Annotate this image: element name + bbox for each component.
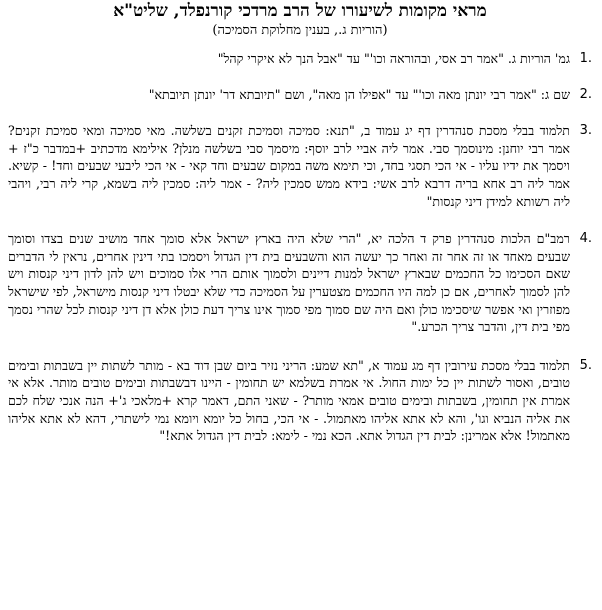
source-text: גמ' הוריות ג. "אמר רב אסי, ובהוראה וכו'" עד "אבל הנך לא איקרי קהל" xyxy=(217,51,570,66)
source-text: רמב"ם הלכות סנהדרין פרק ד הלכה יא, "הרי שלא היה בארץ ישראל אלא סומך אחד מושיב שנים בצדו וסומך שבעים מאחד או זה אחר זה ואחר כך יעשה הוא והשבעים בית דין הגדול ויסמכו בתי דינין אחרים, נראין לי הדברים שאם הסכימו כל החכמים שבארץ ישראל למנות דיינים ולסמוך אותם הרי אלו סמוכים ויש להן לדון דיני קנסות ויש להן לסמוך לאחרים, אם כן למה היו החכמים מצטערין על הסמיכה כדי שלא יבטלו דיני קנסות מישראל, לפי שישראל מפוזרין ואי אפשר שיסכימו כולן ואם היה שם סמוך מפי סמוך אינו צריך דעת כולן אלא דן דיני קנסות לכל שהרי נסמך מפי בית דין, והדבר צריך הכרע." xyxy=(8,231,570,335)
sources-list xyxy=(8,50,592,445)
page-subtitle: (הוריות ג., בענין מחלוקת הסמיכה) xyxy=(212,23,388,38)
source-item-2 xyxy=(8,86,592,104)
source-number: 4. xyxy=(579,231,592,247)
source-text: תלמוד בבלי מסכת סנהדרין דף יג עמוד ב, "תנא: סמיכה וסמיכת זקנים בשלשה. מאי סמיכה ומאי סמיכת זקנים? אמר רבי יוחנן: מינוסמך סבי. אמר ליה אביי לרב יוסף: מיסמך סבי בשלשה מנלן? אילימא מדכתיב +במדבר כ"ז + ויסמך את ידיו עליו - אי הכי תסגי בחד, וכי תימא משה במקום שבעים וחד קאי - אי הכי ליבעי שבעים וחד! - קשיא. אמר ליה רב אחא בריה דרבא לרב אשי: בידא ממש סמכין ליה? - אמר ליה: סמכין ליה בשמא, קרי ליה רבי, ויהבי ליה רשותא למידן דיני קנסות" xyxy=(8,123,570,209)
source-number: 1. xyxy=(579,51,592,66)
source-number: 2. xyxy=(579,86,592,102)
source-item-1 xyxy=(8,50,592,68)
source-number: 5. xyxy=(579,357,592,373)
source-item-3 xyxy=(8,122,592,210)
source-text: תלמוד בבלי מסכת עירובין דף מג עמוד א, "תא שמע: הריני נזיר ביום שבן דוד בא - מותר לשתות יין בשבתות ובימים טובים, ואסור לשתות יין כל ימות החול. אי אמרת בשלמא יש תחומין - היינו דבשבתות ובימים טובים מותר. אלא אי אמרת אין תחומין, בשבתות ובימים טובים אמאי מותר? - שאני התם, דאמר קרא +מלאכי ג'+ הנה אנכי שלח לכם את אליה הנביא וגו', והא לא אתא אליהו מאתמול. - אי הכי, בחול כל יומא ויומא נמי לישתרי, דהא לא אתא אליהו מאתמול! אלא אמרינן: לבית דין הגדול אתא. הכא נמי - לימא: לבית דין הגדול אתא!" xyxy=(8,357,570,444)
source-item-5 xyxy=(8,357,592,445)
source-number: 3. xyxy=(579,123,592,139)
source-text: שם ג: "אמר רבי יונתן מאה וכו'" עד "אפילו הן מאה", ושם "תיובתא דר' יונתן תיובתא" xyxy=(148,86,570,102)
page-title: מראי מקומות לשיעורו של הרב מרדכי קורנפלד, שליט"א xyxy=(113,1,487,21)
source-item-4 xyxy=(8,230,592,336)
